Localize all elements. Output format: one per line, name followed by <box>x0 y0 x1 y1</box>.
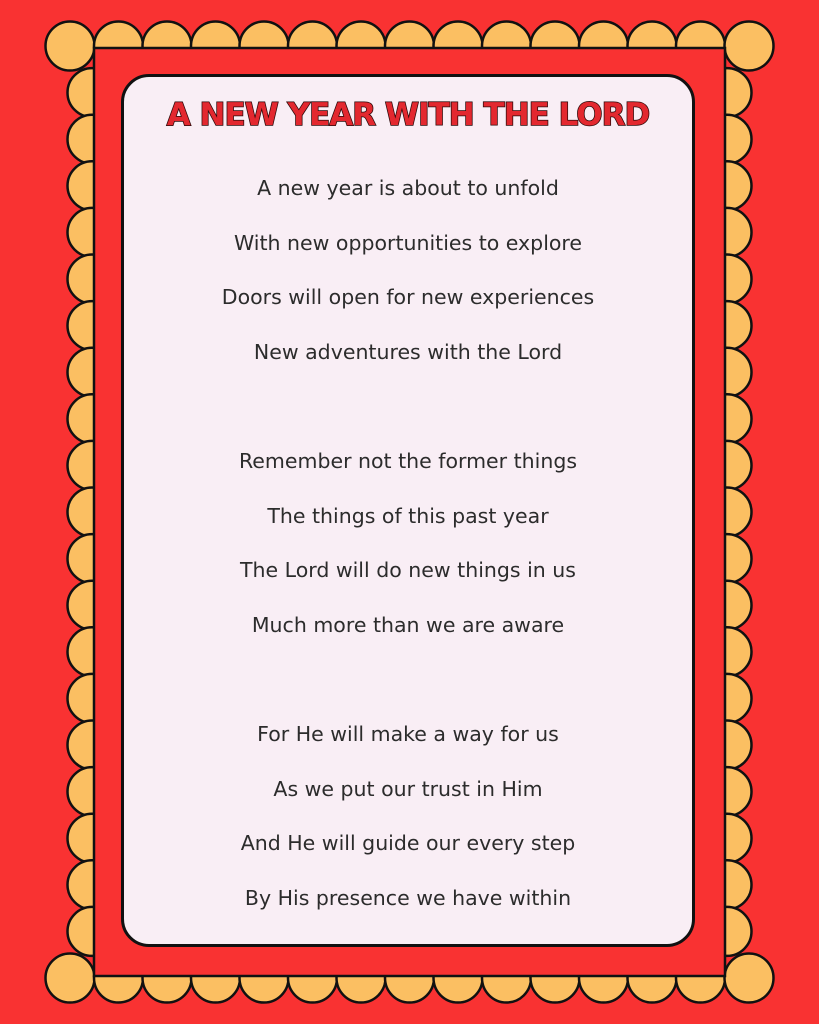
poem-line: The things of this past year <box>267 503 549 528</box>
scallop <box>46 22 95 71</box>
stanza-gap <box>124 390 692 445</box>
poem-title: A NEW YEAR WITH THE LORD <box>166 97 650 133</box>
poem-line: Much more than we are aware <box>251 612 565 637</box>
stanza-3 <box>124 718 692 936</box>
stanza-2 <box>124 445 692 663</box>
poem-line: New adventures with the Lord <box>253 339 563 364</box>
poem-line: As we put our trust in Him <box>273 776 543 801</box>
poem-body <box>124 172 692 936</box>
scallop <box>725 22 774 71</box>
poem-card <box>121 74 695 947</box>
poem-line: Remember not the former things <box>238 449 578 473</box>
poem-line: And He will guide our every step <box>240 831 576 855</box>
poem-line: For He will make a way for us <box>257 722 559 746</box>
poem-line: With new opportunities to explore <box>233 230 583 255</box>
poem-line: By His presence we have within <box>244 885 572 910</box>
poem-line: Doors will open for new experiences <box>221 285 595 309</box>
stanza-1 <box>124 172 692 390</box>
scallop <box>725 954 774 1003</box>
poem-line: A new year is about to unfold <box>257 176 559 200</box>
stanza-gap <box>124 663 692 718</box>
poem-line: The Lord will do new things in us <box>240 558 576 582</box>
scallop <box>46 954 95 1003</box>
